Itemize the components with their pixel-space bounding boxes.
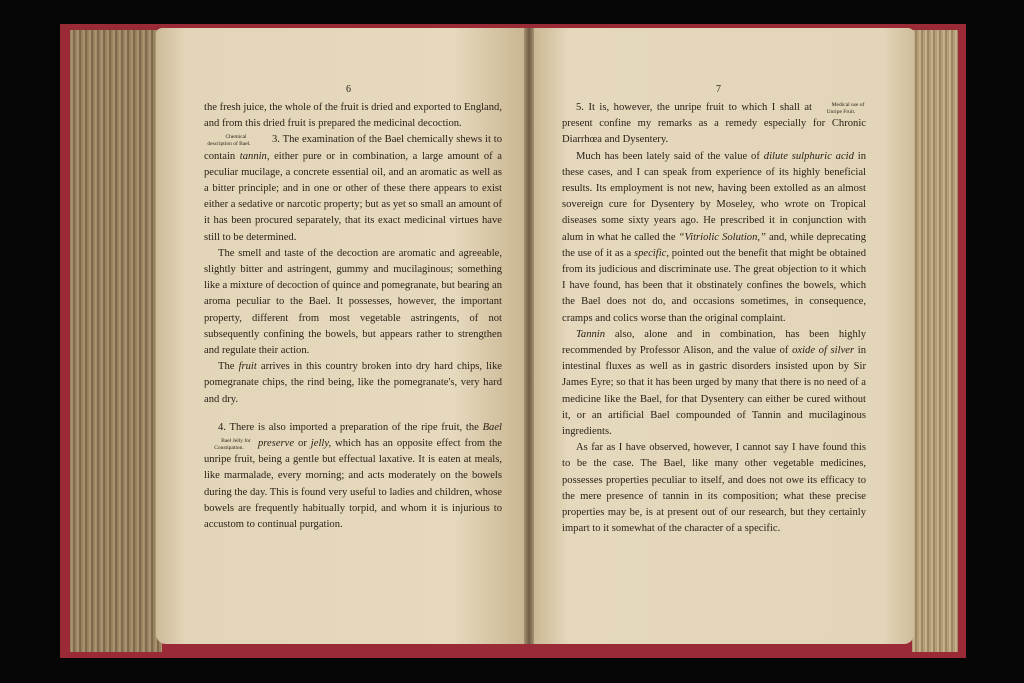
side-note: Medical use of Unripe Fruit. (826, 102, 865, 115)
paragraph: the fresh juice, the whole of the fruit is dried and exported to England, and from this dried fruit is prepared the medicinal decoction. (204, 102, 503, 130)
italic-term: Bael preserve (258, 421, 502, 450)
page-number: 7 (716, 84, 721, 95)
italic-term: dilute sulphuric acid (763, 150, 854, 162)
text-run: arrives in this country broken into dry hard chips, like pomegranate chips, the rind being, like the pomegranate's, very hard and dry. (204, 361, 502, 405)
book-gutter (524, 28, 534, 644)
text-run: either pure or in combination, a large amount of a peculiar mucilage, a concrete essential oil, and an aromatic as well as a bitter principle; and in one or other of these there appears to exist either a sedative or narcotic property; but as yet so small an amount of it has been procured separately, that its exact medicinal virtues have still to be determined. (204, 150, 503, 243)
side-note: Chemical description of Bael. (207, 134, 251, 147)
text-run: and, while deprecating the use of it as a (562, 231, 866, 259)
text-run: also, alone and in combination, has been highly recommended by Professor Alison, and the value of (562, 328, 866, 357)
right-page (530, 28, 914, 644)
italic-term: tannin, (239, 150, 270, 162)
text-run: in these cases, and I can speak from experience of its highly beneficial results. Its employment is not new, having been extolled as an almost sovereign cure for Dysentery by Moseley, who wrote on Tropical diseases some sixty years ago. He prescribed it in conjunction with alum in what he called the (562, 150, 867, 243)
text-run: 4. There is also imported a preparation of the ripe fruit, the (218, 421, 479, 433)
italic-term: specific, (633, 247, 669, 259)
text-run: The (218, 361, 235, 373)
right-page-edges (912, 30, 958, 652)
left-page (156, 28, 528, 644)
text-run: or (298, 438, 307, 450)
paragraph: As far as I have observed, however, I cannot say I have found this to be the case. The Bael, like many other vegetable medicines, possesses properties peculiar to itself, and does not owe its efficacy to the mere presence of tannin in its composition; what these precise properties may be, is at present out of our research, but they certainly impart to it somewhat of the character of a specific. (562, 442, 866, 535)
right-page-text (562, 100, 866, 537)
side-note: Bael Jelly for Constipation. (214, 438, 251, 451)
text-run: pointed out the benefit that might be obtained from its judicious and discriminate use. The great objection to it which I have found, has been that it obstinately confines the bowels, which the Bael does not do, and occasions sometimes, in consequence, cramps and colics worse than the original complaint. (562, 247, 866, 324)
left-page-text (204, 100, 502, 533)
text-run: 3. The examination of the Bael chemically shews it to contain (204, 134, 502, 162)
text-run: Much has been lately said of the value of (576, 150, 760, 162)
italic-term: oxide of silver (792, 345, 855, 357)
text-run: in intestinal fluxes as well as in gastric disorders insisted upon by Sir James Eyre; so that it has been urged by many that there is no need of a medicine like the Bael, for that Dysentery can either be cured without it, or an artificial Bael compounded of Tannin and mucilaginous ingredients. (562, 345, 867, 438)
page-number: 6 (346, 84, 351, 95)
italic-term: “Vitriolic Solution,” (678, 231, 766, 243)
italic-term: fruit (238, 361, 257, 373)
text-run: 5. It is, however, the unripe fruit to which I shall at present confine my remarks as a remedy especially for Chronic Diarrhœa and Dysentery. (562, 102, 866, 146)
left-page-edges (70, 30, 162, 652)
text-run: which has an opposite effect from the unripe fruit, being a gentle but effectual laxative. It is eaten at meals, like marmalade, every morning; and acts moderately on the bowels during the day. This is found very useful to ladies and children, whose bowels are frequently habitually torpid, and whom it is injurious to accustom to continual purgation. (204, 438, 502, 531)
italic-term: jelly, (310, 438, 332, 450)
italic-term: Tannin (576, 328, 606, 340)
paragraph: The smell and taste of the decoction are aromatic and agreeable, slightly bitter and astringent, gummy and mucilaginous; something like a mixture of decoction of quince and pomegranate, but bearing an aroma peculiar to the Bael. It possesses, however, the important property, different from most vegetable astringents, of not subsequently confining the bowels, but appears rather to strengthen and regulate their action. (204, 247, 502, 357)
